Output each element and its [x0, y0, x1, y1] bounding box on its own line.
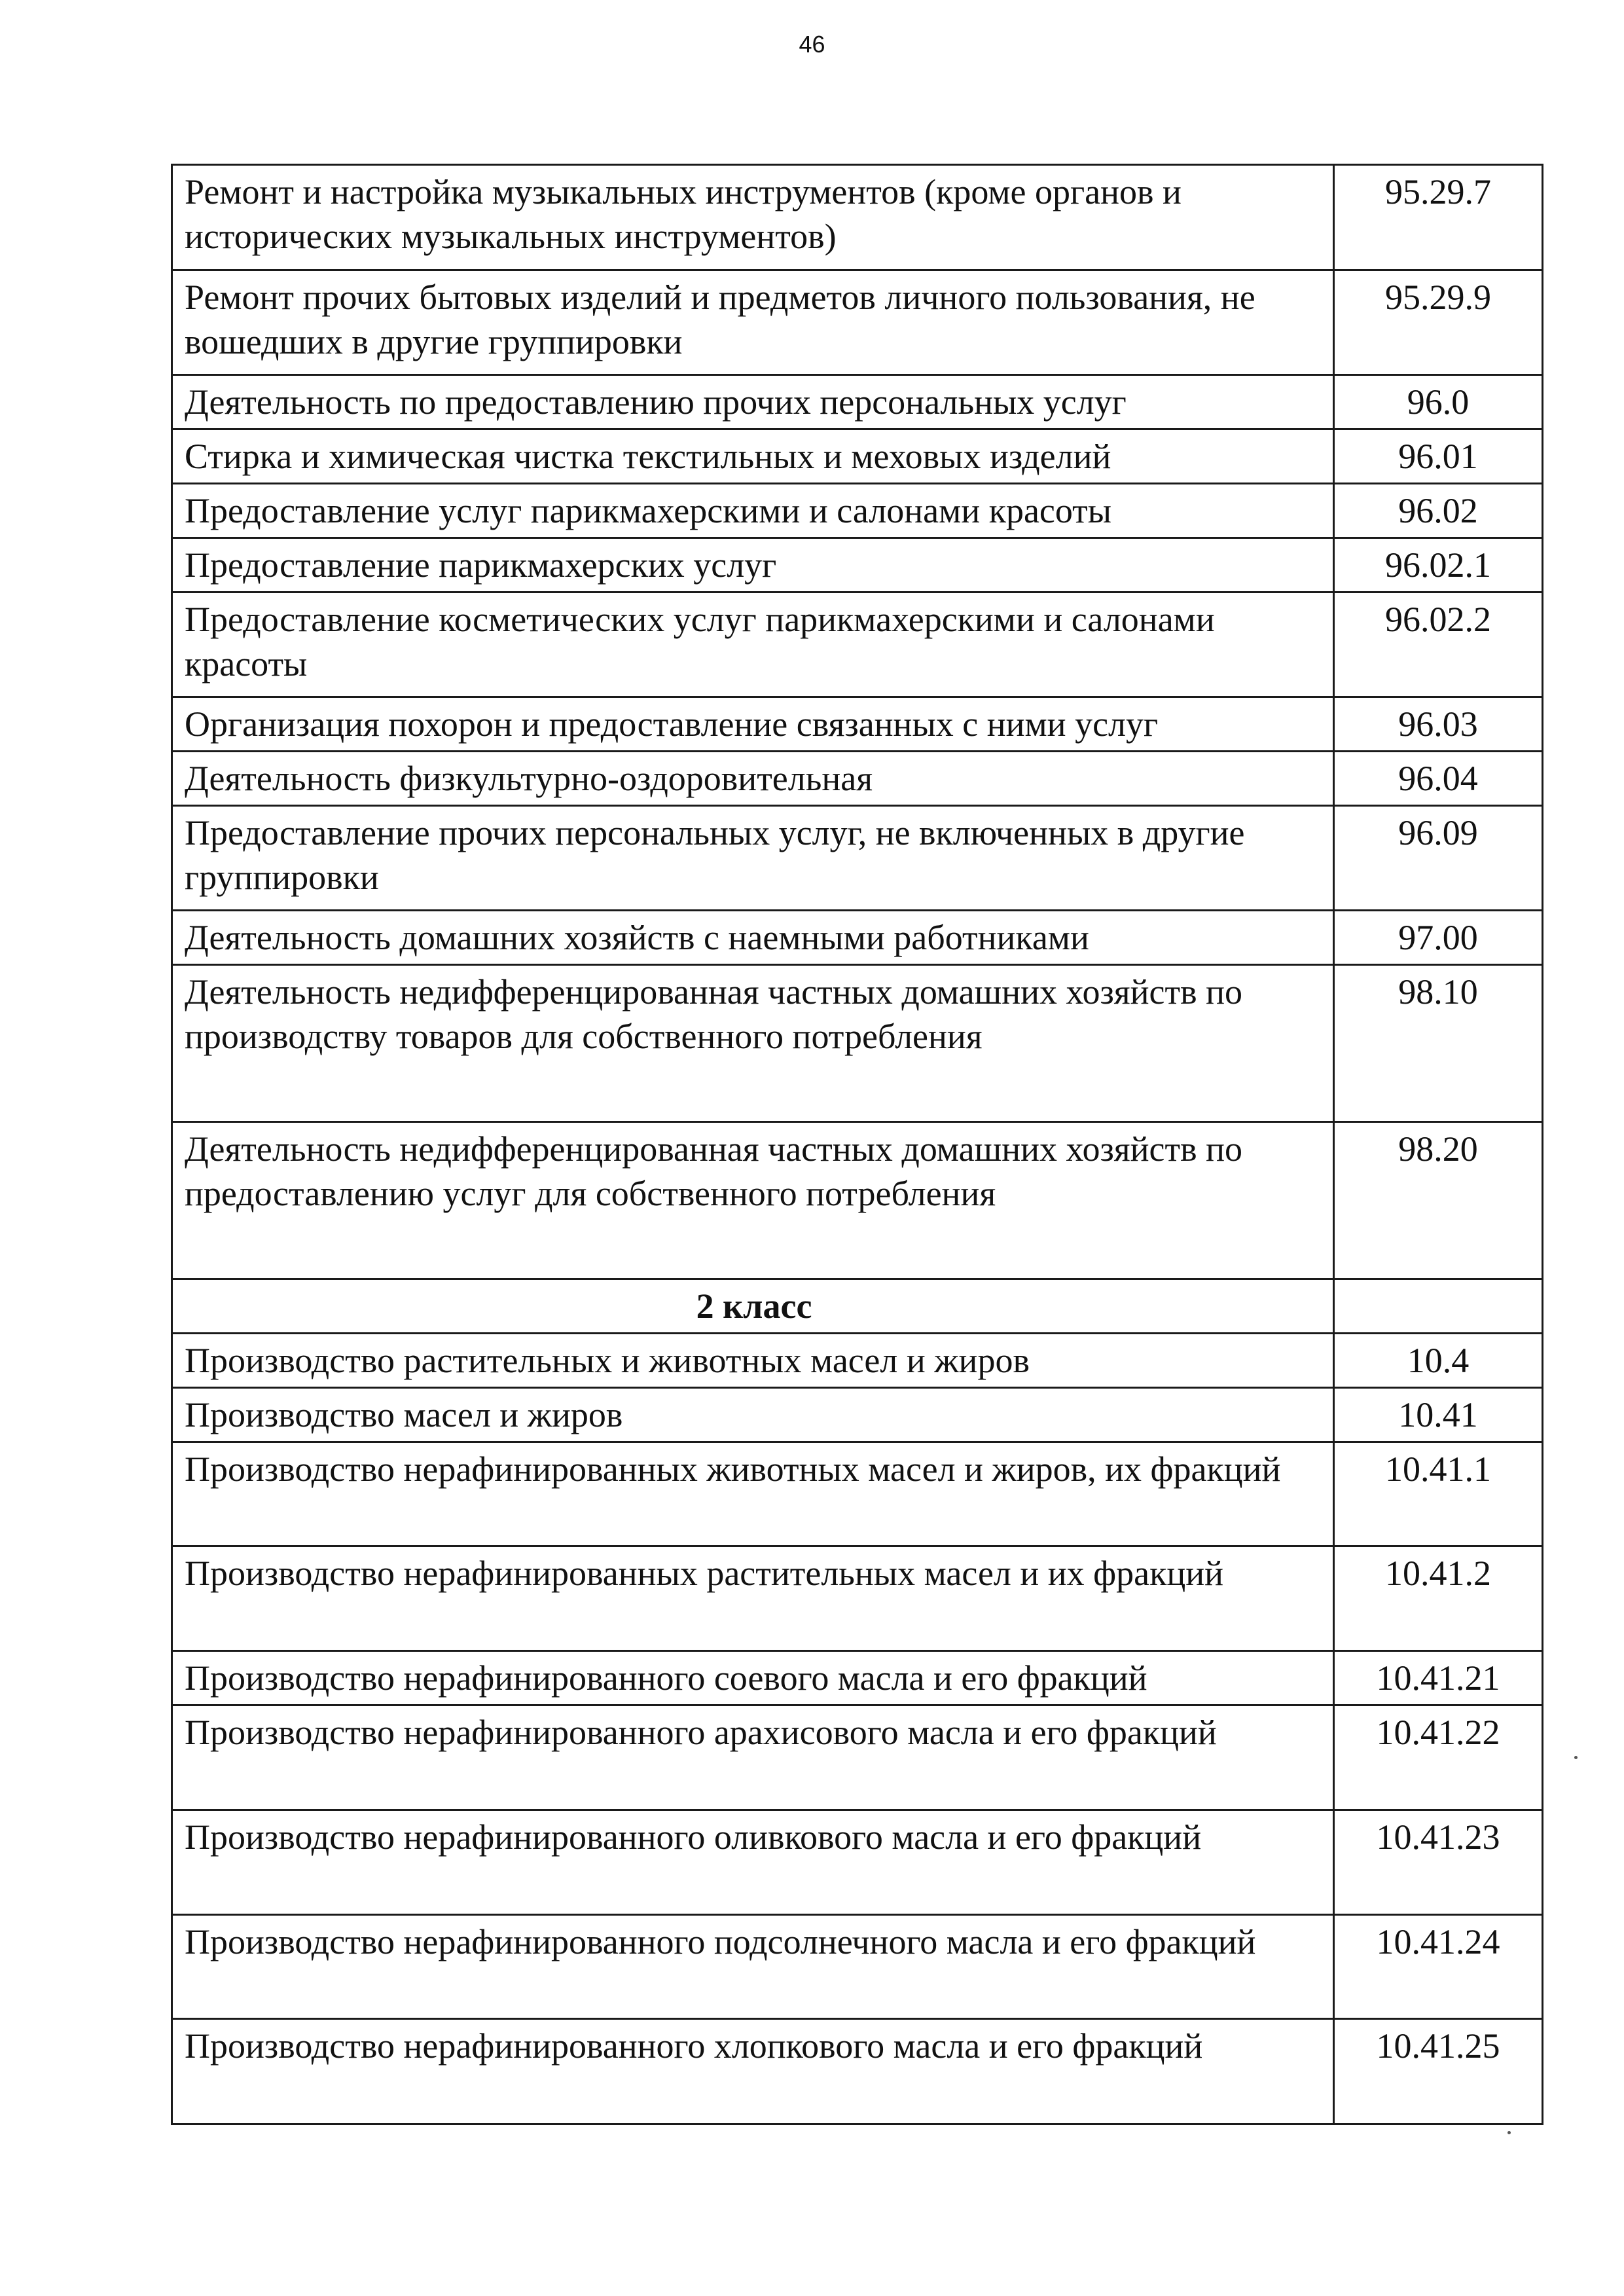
table-row — [172, 752, 1543, 806]
table-row — [172, 911, 1543, 965]
activity-code: 96.0 — [1334, 375, 1543, 429]
activity-name: Производство нерафинированных растительных масел и их фракций — [172, 1546, 1334, 1651]
okved-table — [171, 164, 1543, 2125]
activity-name: Производство нерафинированного подсолнечного масла и его фракций — [172, 1915, 1334, 2019]
activity-name: Предоставление косметических услуг парикмахерскими и салонами красоты — [172, 592, 1334, 697]
activity-name: Ремонт и настройка музыкальных инструментов (кроме органов и исторических музыкальных инструментов) — [172, 165, 1334, 270]
activity-name: Деятельность по предоставлению прочих персональных услуг — [172, 375, 1334, 429]
activity-name: Производство масел и жиров — [172, 1388, 1334, 1442]
activity-name: Предоставление услуг парикмахерскими и салонами красоты — [172, 484, 1334, 538]
activity-name: Производство нерафинированного соевого масла и его фракций — [172, 1651, 1334, 1705]
activity-code — [1334, 1279, 1543, 1334]
activity-name: Производство нерафинированного хлопкового масла и его фракций — [172, 2019, 1334, 2124]
table-row — [172, 697, 1543, 752]
table-row — [172, 1915, 1543, 2019]
activity-code: 96.02 — [1334, 484, 1543, 538]
page-number: 46 — [799, 31, 825, 58]
activity-name: Ремонт прочих бытовых изделий и предметов личного пользования, не вошедших в другие группировки — [172, 270, 1334, 375]
table-row — [172, 1705, 1543, 1810]
activity-name: Деятельность недифференцированная частных домашних хозяйств по производству товаров для собственного потребления — [172, 965, 1334, 1122]
activity-name: Деятельность домашних хозяйств с наемными работниками — [172, 911, 1334, 965]
activity-code: 96.02.2 — [1334, 592, 1543, 697]
table-row — [172, 1546, 1543, 1651]
activity-name: Производство нерафинированного оливкового масла и его фракций — [172, 1810, 1334, 1915]
activity-code: 10.41.23 — [1334, 1810, 1543, 1915]
activity-code: 10.4 — [1334, 1334, 1543, 1388]
activity-code: 10.41.21 — [1334, 1651, 1543, 1705]
table-row — [172, 1122, 1543, 1279]
activity-name: Производство нерафинированных животных масел и жиров, их фракций — [172, 1442, 1334, 1546]
activity-code: 96.01 — [1334, 429, 1543, 484]
table-row — [172, 165, 1543, 270]
table-row — [172, 1651, 1543, 1705]
class-heading-row — [172, 1279, 1543, 1334]
table-row — [172, 592, 1543, 697]
activity-name: Предоставление прочих персональных услуг, не включенных в другие группировки — [172, 806, 1334, 911]
activity-code: 95.29.9 — [1334, 270, 1543, 375]
scan-speck — [1507, 2131, 1511, 2134]
table-row — [172, 965, 1543, 1122]
activity-name: Деятельность недифференцированная частных домашних хозяйств по предоставлению услуг для собственного потребления — [172, 1122, 1334, 1279]
activity-name: Производство нерафинированного арахисового масла и его фракций — [172, 1705, 1334, 1810]
activity-name: Организация похорон и предоставление связанных с ними услуг — [172, 697, 1334, 752]
table-row — [172, 270, 1543, 375]
table-row — [172, 484, 1543, 538]
activity-code: 98.10 — [1334, 965, 1543, 1122]
activity-code: 96.09 — [1334, 806, 1543, 911]
table-row — [172, 1442, 1543, 1546]
table-row — [172, 375, 1543, 429]
table-row — [172, 1810, 1543, 1915]
table-row — [172, 2019, 1543, 2124]
activity-name: Предоставление парикмахерских услуг — [172, 538, 1334, 592]
activity-name: Производство растительных и животных масел и жиров — [172, 1334, 1334, 1388]
activity-code: 95.29.7 — [1334, 165, 1543, 270]
activity-code: 96.02.1 — [1334, 538, 1543, 592]
activity-code: 10.41.22 — [1334, 1705, 1543, 1810]
table-row — [172, 806, 1543, 911]
table-row — [172, 1388, 1543, 1442]
activity-code: 10.41 — [1334, 1388, 1543, 1442]
class-heading: 2 класс — [172, 1279, 1334, 1334]
activity-code: 10.41.24 — [1334, 1915, 1543, 2019]
activity-code: 96.04 — [1334, 752, 1543, 806]
activity-code: 97.00 — [1334, 911, 1543, 965]
table-row — [172, 538, 1543, 592]
activity-code: 96.03 — [1334, 697, 1543, 752]
table-row — [172, 1334, 1543, 1388]
activity-name: Стирка и химическая чистка текстильных и меховых изделий — [172, 429, 1334, 484]
activity-code: 10.41.2 — [1334, 1546, 1543, 1651]
scan-speck — [1574, 1756, 1578, 1759]
activity-code: 98.20 — [1334, 1122, 1543, 1279]
activity-name: Деятельность физкультурно-оздоровительная — [172, 752, 1334, 806]
activity-code: 10.41.25 — [1334, 2019, 1543, 2124]
table-row — [172, 429, 1543, 484]
activity-code: 10.41.1 — [1334, 1442, 1543, 1546]
